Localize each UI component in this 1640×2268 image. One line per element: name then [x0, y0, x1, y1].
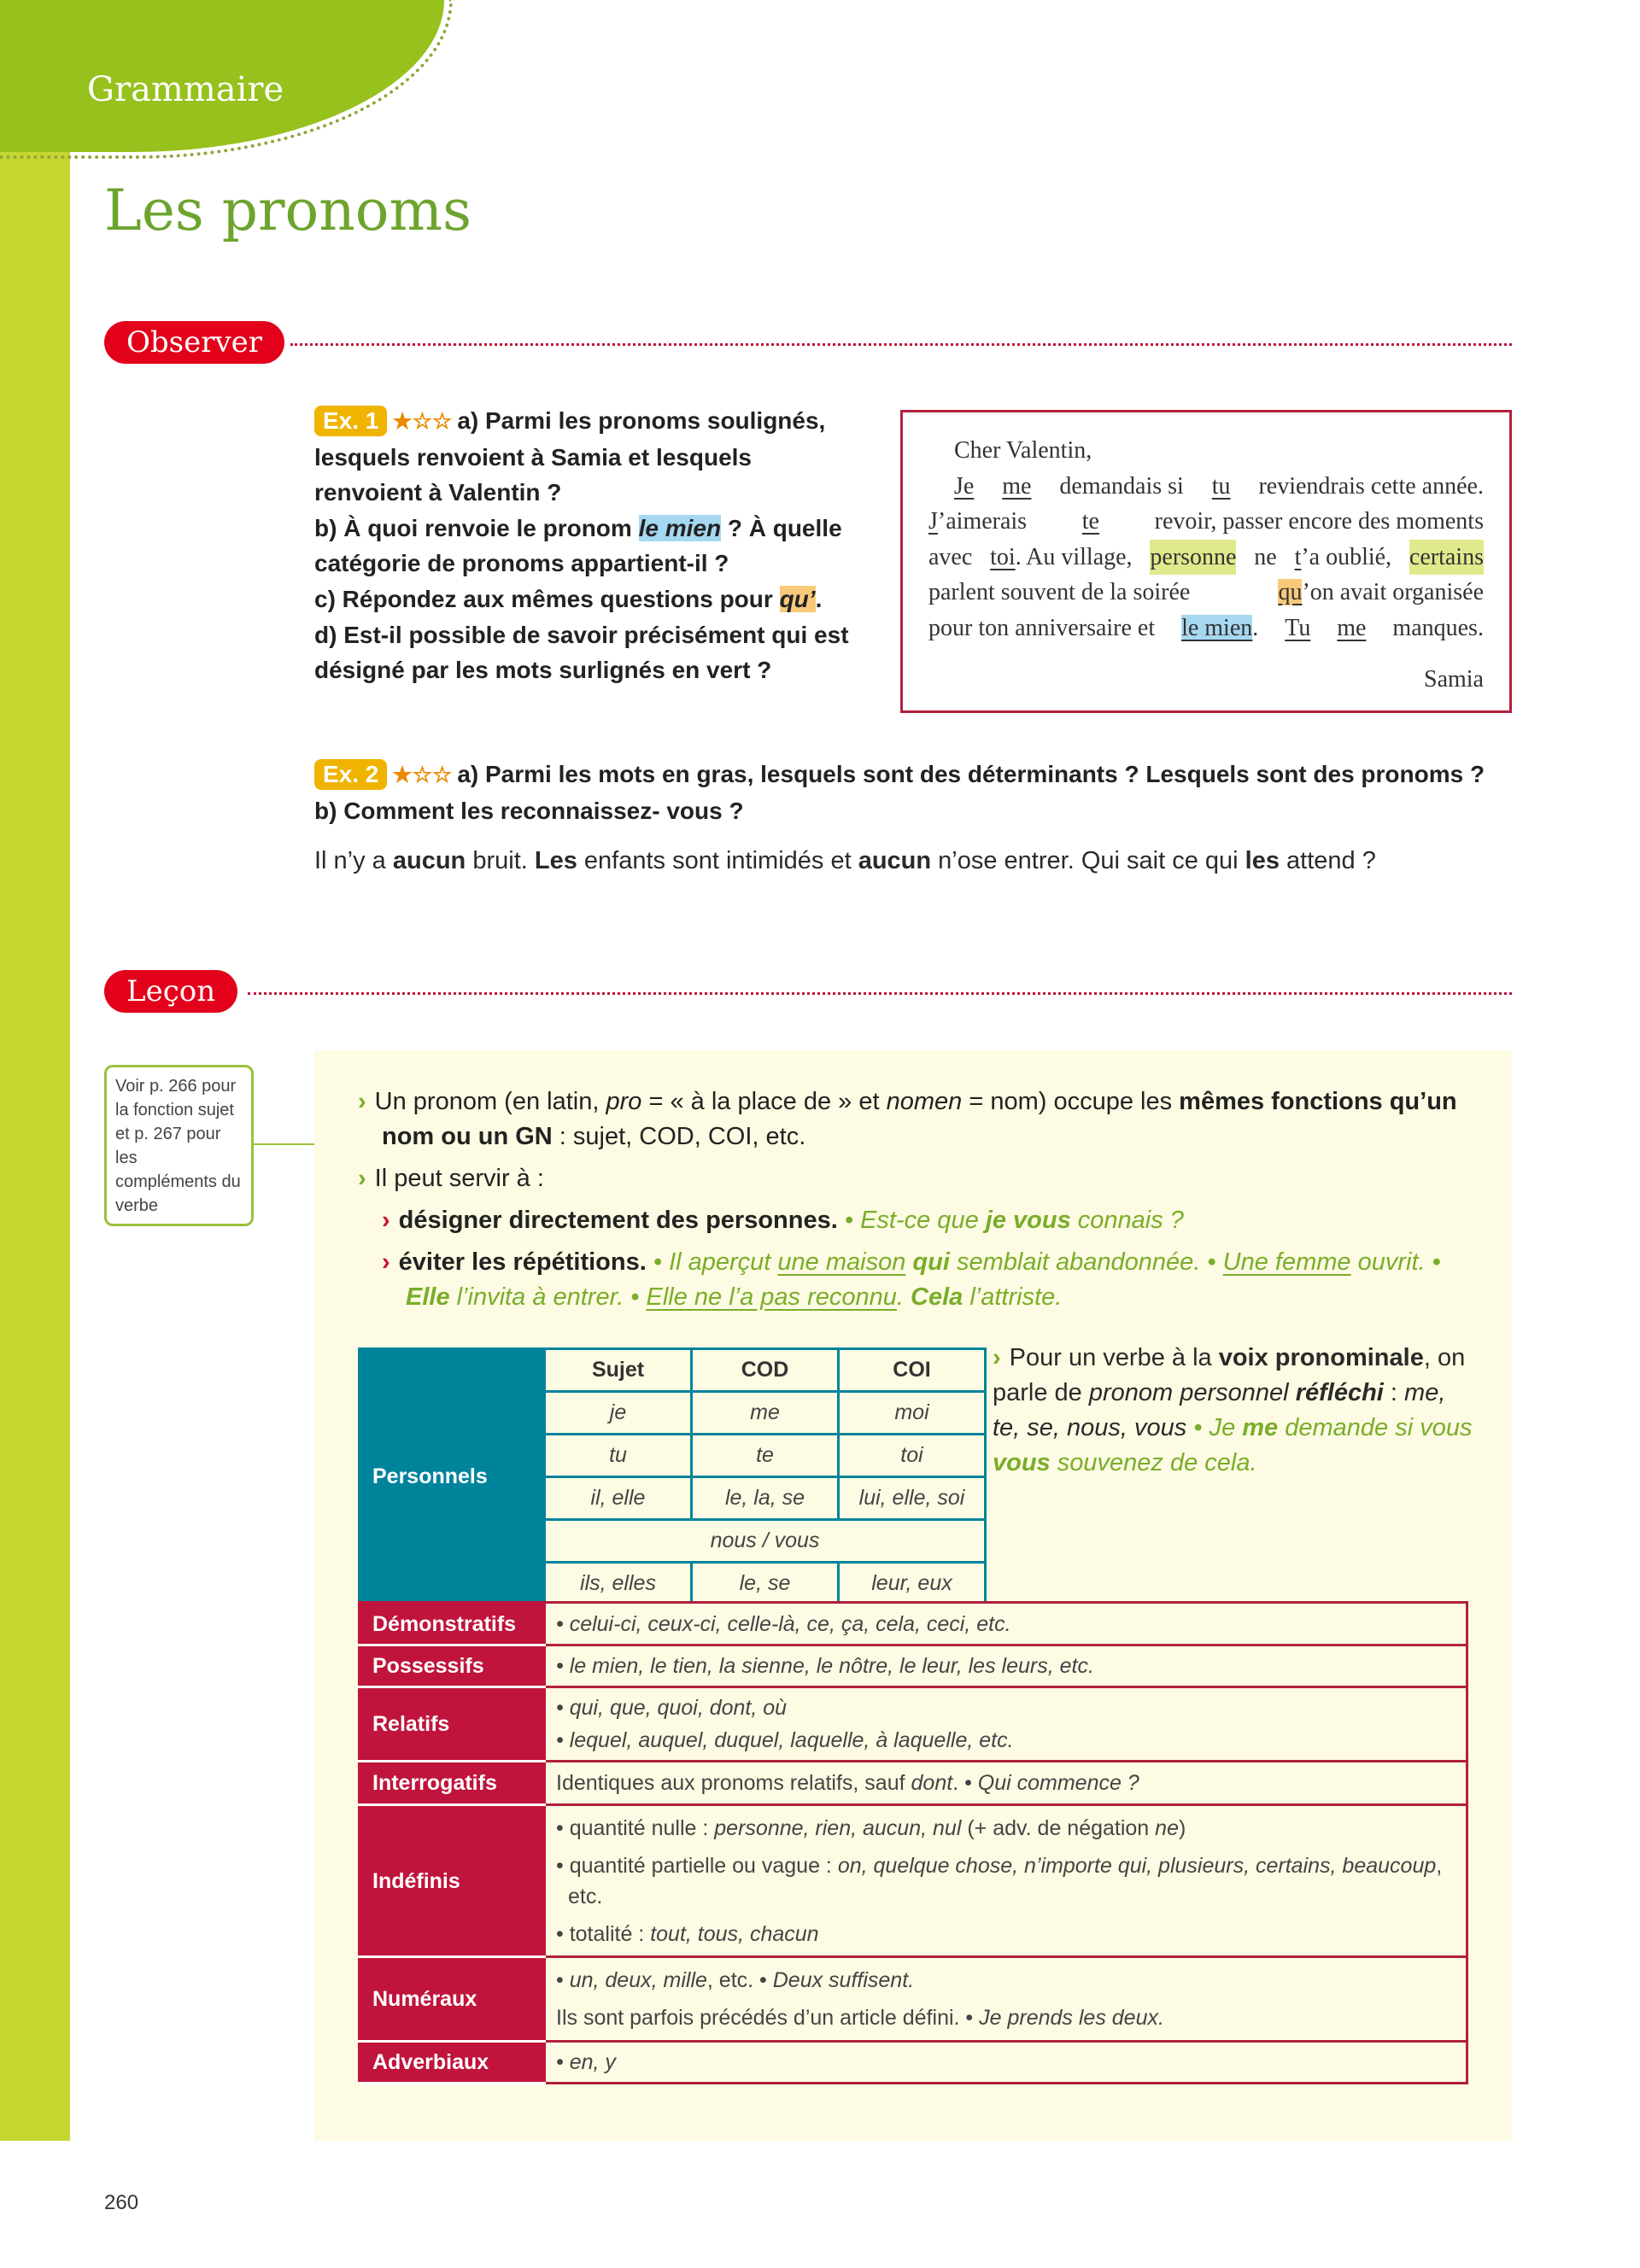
text: mêmes fonctions qu’un nom ou un GN — [382, 1088, 1457, 1150]
text: ne — [1254, 543, 1277, 570]
chevron-icon: › — [358, 1165, 366, 1192]
cell — [545, 2042, 1467, 2084]
cell: toi — [839, 1435, 986, 1477]
example: demande si vous — [1278, 1414, 1473, 1441]
text: désigner directement des personnes. — [398, 1207, 838, 1234]
example: • Il aperçut — [653, 1248, 778, 1276]
section-observer: Observer — [104, 321, 284, 364]
text: • lequel, auquel, duquel, laquelle, à laquelle, etc. — [556, 1728, 1014, 1752]
pronoun: Tu — [1285, 614, 1311, 641]
text: • le mien, le tien, la sienne, le nôtre, le leur, les leurs, etc. — [556, 1654, 1094, 1678]
cell: leur, eux — [839, 1563, 986, 1605]
text: reviendrais cette année. — [1258, 472, 1484, 500]
cell — [545, 1603, 1467, 1645]
text: tout, tous, chacun — [650, 1921, 819, 1946]
example: Cela — [911, 1283, 964, 1311]
example: Une femme — [1222, 1248, 1351, 1276]
question-c: c) Répondez aux mêmes questions pour — [314, 585, 780, 612]
example: connais ? — [1070, 1207, 1184, 1234]
text: réfléchi — [1295, 1379, 1384, 1406]
category-label: Grammaire — [87, 70, 284, 109]
pronoun: me — [1337, 614, 1367, 641]
letter-line — [928, 504, 1484, 540]
divider — [290, 343, 1512, 346]
text: dont — [911, 1771, 953, 1795]
lesson-subpoint — [358, 1203, 1477, 1238]
cell: le, la, se — [692, 1477, 839, 1520]
bold-word: aucun — [392, 847, 466, 874]
letter-line — [928, 469, 1484, 505]
text: Identiques aux pronoms relatifs, sauf — [556, 1771, 911, 1795]
example: • Est-ce que — [844, 1207, 986, 1234]
pronoun: tu — [1211, 472, 1231, 500]
example: l’invita à entrer. • — [449, 1283, 647, 1311]
question-d: d) Est-il possible de savoir précisément qui est désigné par les mots surlignés en vert ? — [314, 621, 849, 684]
difficulty-stars-icon: ★☆☆ — [392, 762, 453, 787]
text: demandais si — [1059, 472, 1184, 500]
divider — [248, 992, 1512, 995]
bold-word: les — [1245, 847, 1280, 874]
exercise-badge: Ex. 2 — [314, 759, 387, 790]
example: ouvrit. — [1350, 1248, 1426, 1276]
highlight-green: certains — [1409, 540, 1484, 576]
question-a: a) Parmi les pronoms soulignés, lesquels renvoient à Samia et lesquels renvoient à Valentin ? — [314, 407, 826, 506]
lesson-subpoint — [358, 1245, 1477, 1315]
cell: le, se — [692, 1563, 839, 1605]
text: Il n’y a — [314, 847, 393, 874]
example: • — [1432, 1248, 1441, 1276]
question-b: b) À quoi renvoie le pronom — [314, 514, 639, 541]
exercise-badge: Ex. 1 — [314, 406, 387, 436]
text: ) — [1178, 1815, 1186, 1840]
text: = « à la place de » et — [641, 1088, 887, 1115]
text: ne — [1155, 1815, 1179, 1840]
question-b-end: ? À quelle catégorie de pronoms appartient-il ? — [314, 514, 842, 577]
text: pour ton anniversaire et — [928, 614, 1156, 641]
highlight-green: personne — [1150, 540, 1236, 576]
page-number: 260 — [104, 2191, 139, 2214]
text: . • — [952, 1771, 978, 1795]
text: Je prends les deux. — [979, 2006, 1164, 2030]
text: • quantité partielle ou vague : — [556, 1853, 838, 1878]
cell — [545, 1687, 1467, 1762]
cell: je — [545, 1392, 692, 1435]
text: voix pronominale — [1218, 1344, 1424, 1371]
example: . — [896, 1283, 911, 1311]
side-stripe — [0, 0, 70, 2141]
letter-signature: Samia — [1424, 665, 1484, 693]
chevron-icon: › — [382, 1207, 390, 1234]
highlight-qu: qu’ — [779, 585, 816, 612]
row-label: Possessifs — [360, 1645, 545, 1687]
text: , etc. • — [706, 1968, 773, 1992]
example: souvenez de cela. — [1050, 1449, 1257, 1476]
text: = nom) occupe les — [962, 1088, 1180, 1115]
pronoun-categories-table — [358, 1601, 1468, 2084]
text: Un pronom (en latin, — [374, 1088, 606, 1115]
row-label: Relatifs — [360, 1687, 545, 1762]
reflexive-note — [993, 1341, 1479, 1481]
cell: me — [692, 1392, 839, 1435]
text: : — [1383, 1379, 1405, 1406]
text: nomen — [886, 1088, 963, 1115]
text: • totalité : — [556, 1921, 651, 1946]
exercise-2 — [314, 757, 1512, 828]
letter-line — [928, 540, 1484, 576]
text: me, te, se, nous, vous — [993, 1379, 1446, 1441]
example: je vous — [985, 1207, 1071, 1234]
example: l’attriste. — [963, 1283, 1063, 1311]
row-label: Personnels — [360, 1349, 545, 1605]
text: Ils sont parfois précédés d’un article défini. • — [556, 2006, 980, 2030]
bold-word: Les — [534, 847, 577, 874]
text: parlent souvent de la soirée — [928, 579, 1191, 606]
example: vous — [993, 1449, 1051, 1476]
cell — [545, 1645, 1467, 1687]
example: me — [1242, 1414, 1279, 1441]
text: : sujet, COD, COI, etc. — [552, 1123, 806, 1150]
page-title: Les pronoms — [104, 178, 472, 243]
text: avec — [928, 543, 973, 570]
text: ’on avait organisée — [1302, 579, 1484, 606]
text: Il peut servir à : — [374, 1165, 544, 1192]
lesson-text — [358, 1084, 1477, 1315]
cell — [545, 1762, 1467, 1805]
text: • celui-ci, ceux-ci, celle-là, ce, ça, cela, ceci, etc. — [556, 1611, 1011, 1636]
text: ’aimerais — [937, 508, 1028, 535]
example: Elle — [406, 1283, 450, 1311]
letter-greeting: Cher Valentin, — [954, 437, 1092, 464]
side-note: Voir p. 266 pour la fonction sujet et p. 267 pour les compléments du verbe — [104, 1065, 254, 1226]
text: manques. — [1392, 614, 1484, 641]
text: enfants sont intimidés et — [577, 847, 858, 874]
bold-word: aucun — [858, 847, 932, 874]
text: ’a oublié, — [1301, 543, 1392, 570]
text: Pour un verbe à la — [1009, 1344, 1219, 1371]
highlight-blue: le mien — [1181, 614, 1253, 641]
text: • quantité nulle : — [556, 1815, 715, 1840]
example: • Je — [1186, 1414, 1243, 1441]
text: . Au village, — [1015, 543, 1133, 570]
pronoun: te — [1081, 508, 1099, 535]
letter-line — [928, 611, 1484, 646]
cell — [545, 1957, 1467, 2042]
text: revoir, passer encore des moments — [1154, 508, 1484, 535]
note-connector — [254, 1143, 314, 1145]
pronoun: me — [1002, 472, 1032, 500]
example: une maison — [777, 1248, 906, 1276]
column-header: COD — [692, 1349, 839, 1392]
question-c-end: . — [815, 585, 823, 612]
text: , on parle de — [993, 1344, 1466, 1406]
chevron-icon: › — [358, 1088, 366, 1115]
text: éviter les répétitions. — [398, 1248, 647, 1276]
cell: il, elle — [545, 1477, 692, 1520]
row-label: Démonstratifs — [360, 1603, 545, 1645]
column-header: Sujet — [545, 1349, 692, 1392]
example: qui — [912, 1248, 950, 1276]
letter-box — [900, 410, 1512, 713]
text: pro — [606, 1088, 642, 1115]
example: semblait abandonnée. • — [949, 1248, 1223, 1276]
cell — [545, 1805, 1467, 1957]
text: • — [556, 1968, 570, 1992]
lesson-point — [358, 1161, 1477, 1196]
personal-pronouns-table — [358, 1347, 987, 1606]
cell: ils, elles — [545, 1563, 692, 1605]
highlight-le-mien: le mien — [638, 514, 722, 541]
question: a) Parmi les mots en gras, lesquels sont des déterminants ? Lesquels sont des pronoms ? b) Comment les reconnaissez- vous ? — [314, 761, 1485, 824]
text: . — [1252, 614, 1259, 641]
cell: moi — [839, 1392, 986, 1435]
lesson-point — [358, 1084, 1477, 1154]
text: on, quelque chose, n’importe qui, plusieurs, certains, beaucoup — [837, 1853, 1437, 1878]
text: , etc. — [568, 1853, 1443, 1909]
row-label: Indéfinis — [360, 1805, 545, 1957]
pronoun: toi — [990, 543, 1016, 570]
pronoun: Je — [954, 472, 975, 500]
cell: te — [692, 1435, 839, 1477]
pronoun: J — [928, 508, 938, 535]
text: (+ adv. de négation — [961, 1815, 1156, 1840]
example: Elle ne l’a pas reconnu — [646, 1283, 897, 1311]
cell: tu — [545, 1435, 692, 1477]
text: personne, rien, aucun, nul — [714, 1815, 962, 1840]
text: un, deux, mille — [569, 1968, 707, 1992]
row-label: Numéraux — [360, 1957, 545, 2042]
difficulty-stars-icon: ★☆☆ — [392, 408, 453, 434]
text: • en, y — [556, 2050, 616, 2074]
cell: nous / vous — [545, 1520, 986, 1563]
cell: lui, elle, soi — [839, 1477, 986, 1520]
text: bruit. — [466, 847, 535, 874]
column-header: COI — [839, 1349, 986, 1392]
chevron-icon: › — [993, 1344, 1001, 1371]
exercise-1 — [314, 403, 861, 688]
section-lecon: Leçon — [104, 970, 237, 1013]
chevron-icon: › — [382, 1248, 390, 1276]
exercise-2-sentence — [314, 847, 1512, 875]
text: • qui, que, quoi, dont, où — [556, 1696, 788, 1720]
text: n’ose entrer. Qui sait ce qui — [931, 847, 1245, 874]
pronoun: t — [1294, 543, 1302, 570]
row-label: Interrogatifs — [360, 1762, 545, 1805]
text: Deux suffisent. — [772, 1968, 915, 1992]
letter-line — [928, 575, 1484, 611]
text: pronom personnel — [1088, 1379, 1296, 1406]
text: attend ? — [1279, 847, 1376, 874]
text: Qui commence ? — [977, 1771, 1139, 1795]
highlight-orange: qu — [1278, 579, 1303, 606]
row-label: Adverbiaux — [360, 2042, 545, 2084]
